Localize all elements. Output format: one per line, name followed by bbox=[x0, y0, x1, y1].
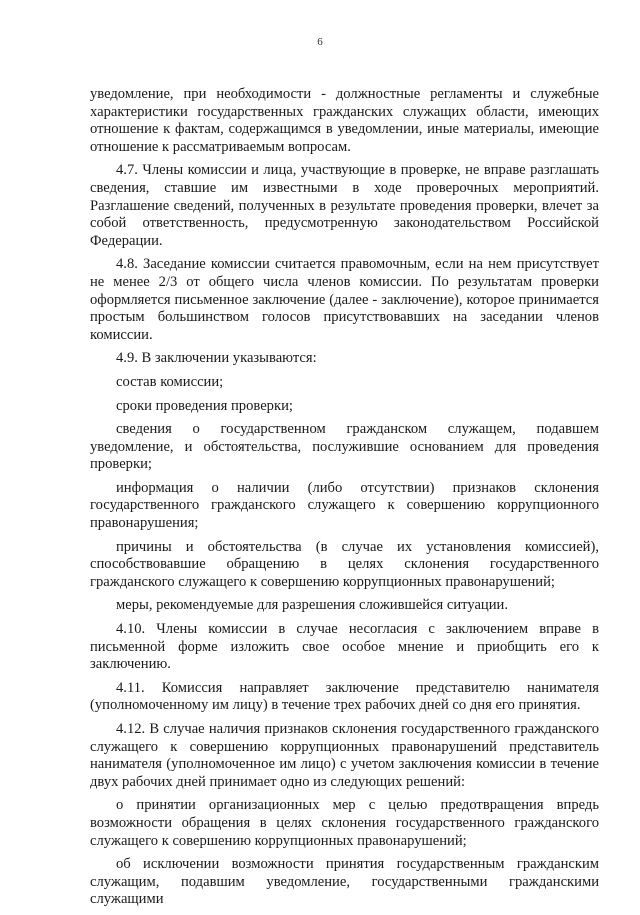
paragraph-4-10: 4.10. Члены комиссии в случае несогласия с заключением вправе в письменной форме изложить свое особое мнение и приобщить его к заключению. bbox=[90, 621, 599, 673]
page-number: 6 bbox=[317, 36, 323, 48]
paragraph-4-11: 4.11. Комиссия направляет заключение представителю нанимателя (уполномоченному им лицу) в течение трех рабочих дней со дня его принятия. bbox=[90, 679, 599, 714]
decision-item-exclusion: об исключении возможности принятия государственным гражданским служащим, подавшим уведомление, государственными гражданскими служащими bbox=[90, 856, 599, 908]
paragraph-4-12: 4.12. В случае наличия признаков склонения государственного гражданского служащего к совершению коррупционных правонарушений представитель нанимателя (уполномоченное им лицо) с учетом заключения комиссии в течение двух рабочих дней принимает одно из следующих решений: bbox=[90, 721, 599, 790]
list-item-check-terms: сроки проведения проверки; bbox=[116, 397, 293, 414]
paragraph-4-9: 4.9. В заключении указываются: bbox=[116, 350, 317, 367]
list-item-causes: причины и обстоятельства (в случае их установления комиссией), способствовавшие обращению в целях склонения государственного гражданского служащего к совершению коррупционных правонарушений; bbox=[90, 538, 599, 590]
list-item-commission-composition: состав комиссии; bbox=[116, 373, 224, 390]
list-item-servant-info: сведения о государственном гражданском служащем, подавшем уведомление, и обстоятельства, послужившие основанием для проведения проверки; bbox=[90, 421, 599, 473]
document-body bbox=[90, 86, 599, 915]
decision-item-organizational-measures: о принятии организационных мер с целью предотвращения впредь возможности обращения в целях склонения государственного гражданского служащего к совершению коррупционных правонарушений; bbox=[90, 797, 599, 849]
list-item-measures: меры, рекомендуемые для разрешения сложившейся ситуации. bbox=[116, 597, 508, 614]
paragraph-continuation: уведомление, при необходимости - должностные регламенты и служебные характеристики государственных гражданских служащих области, имеющих отношение к фактам, содержащимся в уведомлении, иные материалы, имеющие отношение к рассматриваемым вопросам. bbox=[90, 86, 599, 155]
paragraph-4-7: 4.7. Члены комиссии и лица, участвующие в проверке, не вправе разглашать сведения, ставшие им известными в ходе проверочных мероприятий. Разглашение сведений, полученных в результате проведения проверки, влечет за собой ответственность, предусмотренную законодательством Российской Федерации. bbox=[90, 162, 599, 249]
list-item-signs-info: информация о наличии (либо отсутствии) признаков склонения государственного гражданского служащего к совершению коррупционного правонарушения; bbox=[90, 479, 599, 532]
paragraph-4-8: 4.8. Заседание комиссии считается правомочным, если на нем присутствует не менее 2/3 от общего числа членов комиссии. По результатам проверки оформляется письменное заключение (далее - заключение), которое принимается простым большинством голосов присутствовавших на заседании членов комиссии. bbox=[90, 256, 599, 343]
